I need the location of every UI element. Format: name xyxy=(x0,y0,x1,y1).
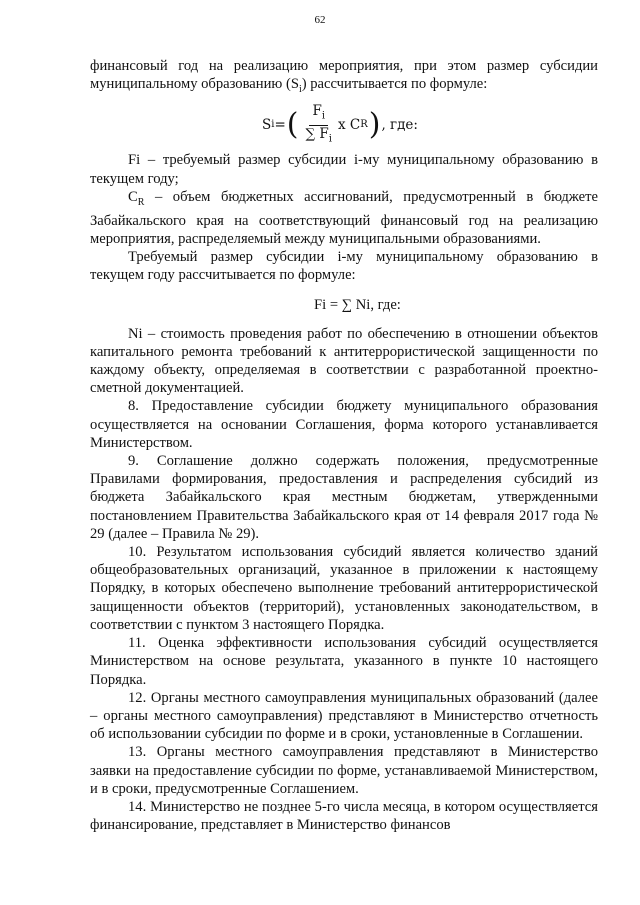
paragraph-ni-definition: Ni – стоимость проведения работ по обеспечению в отношении объектов капитального ремонта требований к антитеррористической защищенности по каждому объекту, определяемая в соответствии с разработанной проектно-сметной документацией. xyxy=(90,325,598,397)
paragraph-13: 13. Органы местного самоуправления представляют в Министерство заявки на предоставление субсидии по форме, устанавливаемой Министерством, и в сроки, предусмотренные Соглашением. xyxy=(90,744,598,797)
page-number: 62 xyxy=(314,14,326,26)
paragraph-12: 12. Органы местного самоуправления муниципальных образований (далее – органы местного самоуправления) представляют в Министерство отчетность об использовании субсидии по форме и в сроки, установленные в Соглашении. xyxy=(90,689,598,743)
line-1: финансовый год на реализацию мероприятия, при этом размер субсидии xyxy=(90,58,598,74)
line-2: муниципальному образованию $(S_i)$ рассчитывается по формуле: xyxy=(90,76,488,96)
formula-si: S i = ( $\frac{F_i}{\sum F_i}$ x C R ) , где: xyxy=(262,99,598,151)
paragraph-8: 8. Предоставление субсидии бюджету муниципального образования осуществляется на основании Соглашения, форма которого устанавливается Министерством. xyxy=(90,398,598,451)
paragraph-11: 11. Оценка эффективности использования субсидий осуществляется Министерством на основе результата, указанного в пункте 10 настоящего Порядка. xyxy=(90,635,598,688)
document-body xyxy=(90,57,598,834)
paragraph-continuation xyxy=(90,57,598,99)
fraction: $\frac{F_i}{\sum F_i}$ xyxy=(305,103,332,145)
paragraph-14: 14. Министерство не позднее 5-го числа месяца, в котором осуществляется финансирование, представляет в Министерство финансов xyxy=(90,798,598,834)
paragraph-required-amount: Требуемый размер субсидии i-му муниципальному образованию в текущем году рассчитывается по формуле: xyxy=(90,249,598,284)
formula-fi: Fi = ∑ Ni, где: xyxy=(314,296,401,313)
paragraph-cr-definition: $C_R$ – объем бюджетных ассигнований, предусмотренный в бюджете Забайкальского края на соответствующий финансовый год на реализацию мероприятия, распределяемый между муниципальными образованиями. xyxy=(90,188,598,248)
paragraph-10: 10. Результатом использования субсидий является количество зданий общеобразовательных организаций, указанное в приложении к настоящему Порядку, в которых обеспечено выполнение требований антитеррористической защищенности объектов (территорий), установленных законодательством, в соответствии с пунктом 3 настоящего Порядка. xyxy=(90,544,598,633)
paragraph-9: 9. Соглашение должно содержать положения, предусмотренные Правилами формирования, предоставления и распределения субсидий из бюджета Забайкальского края местным бюджетам, утвержденными постановлением Правительства Забайкальского края от 14 февраля 2017 года № 29 (далее – Правила № 29). xyxy=(90,453,598,542)
paragraph-fi-definition: Fi – требуемый размер субсидии i-му муниципальному образованию в текущем году; xyxy=(90,152,598,187)
